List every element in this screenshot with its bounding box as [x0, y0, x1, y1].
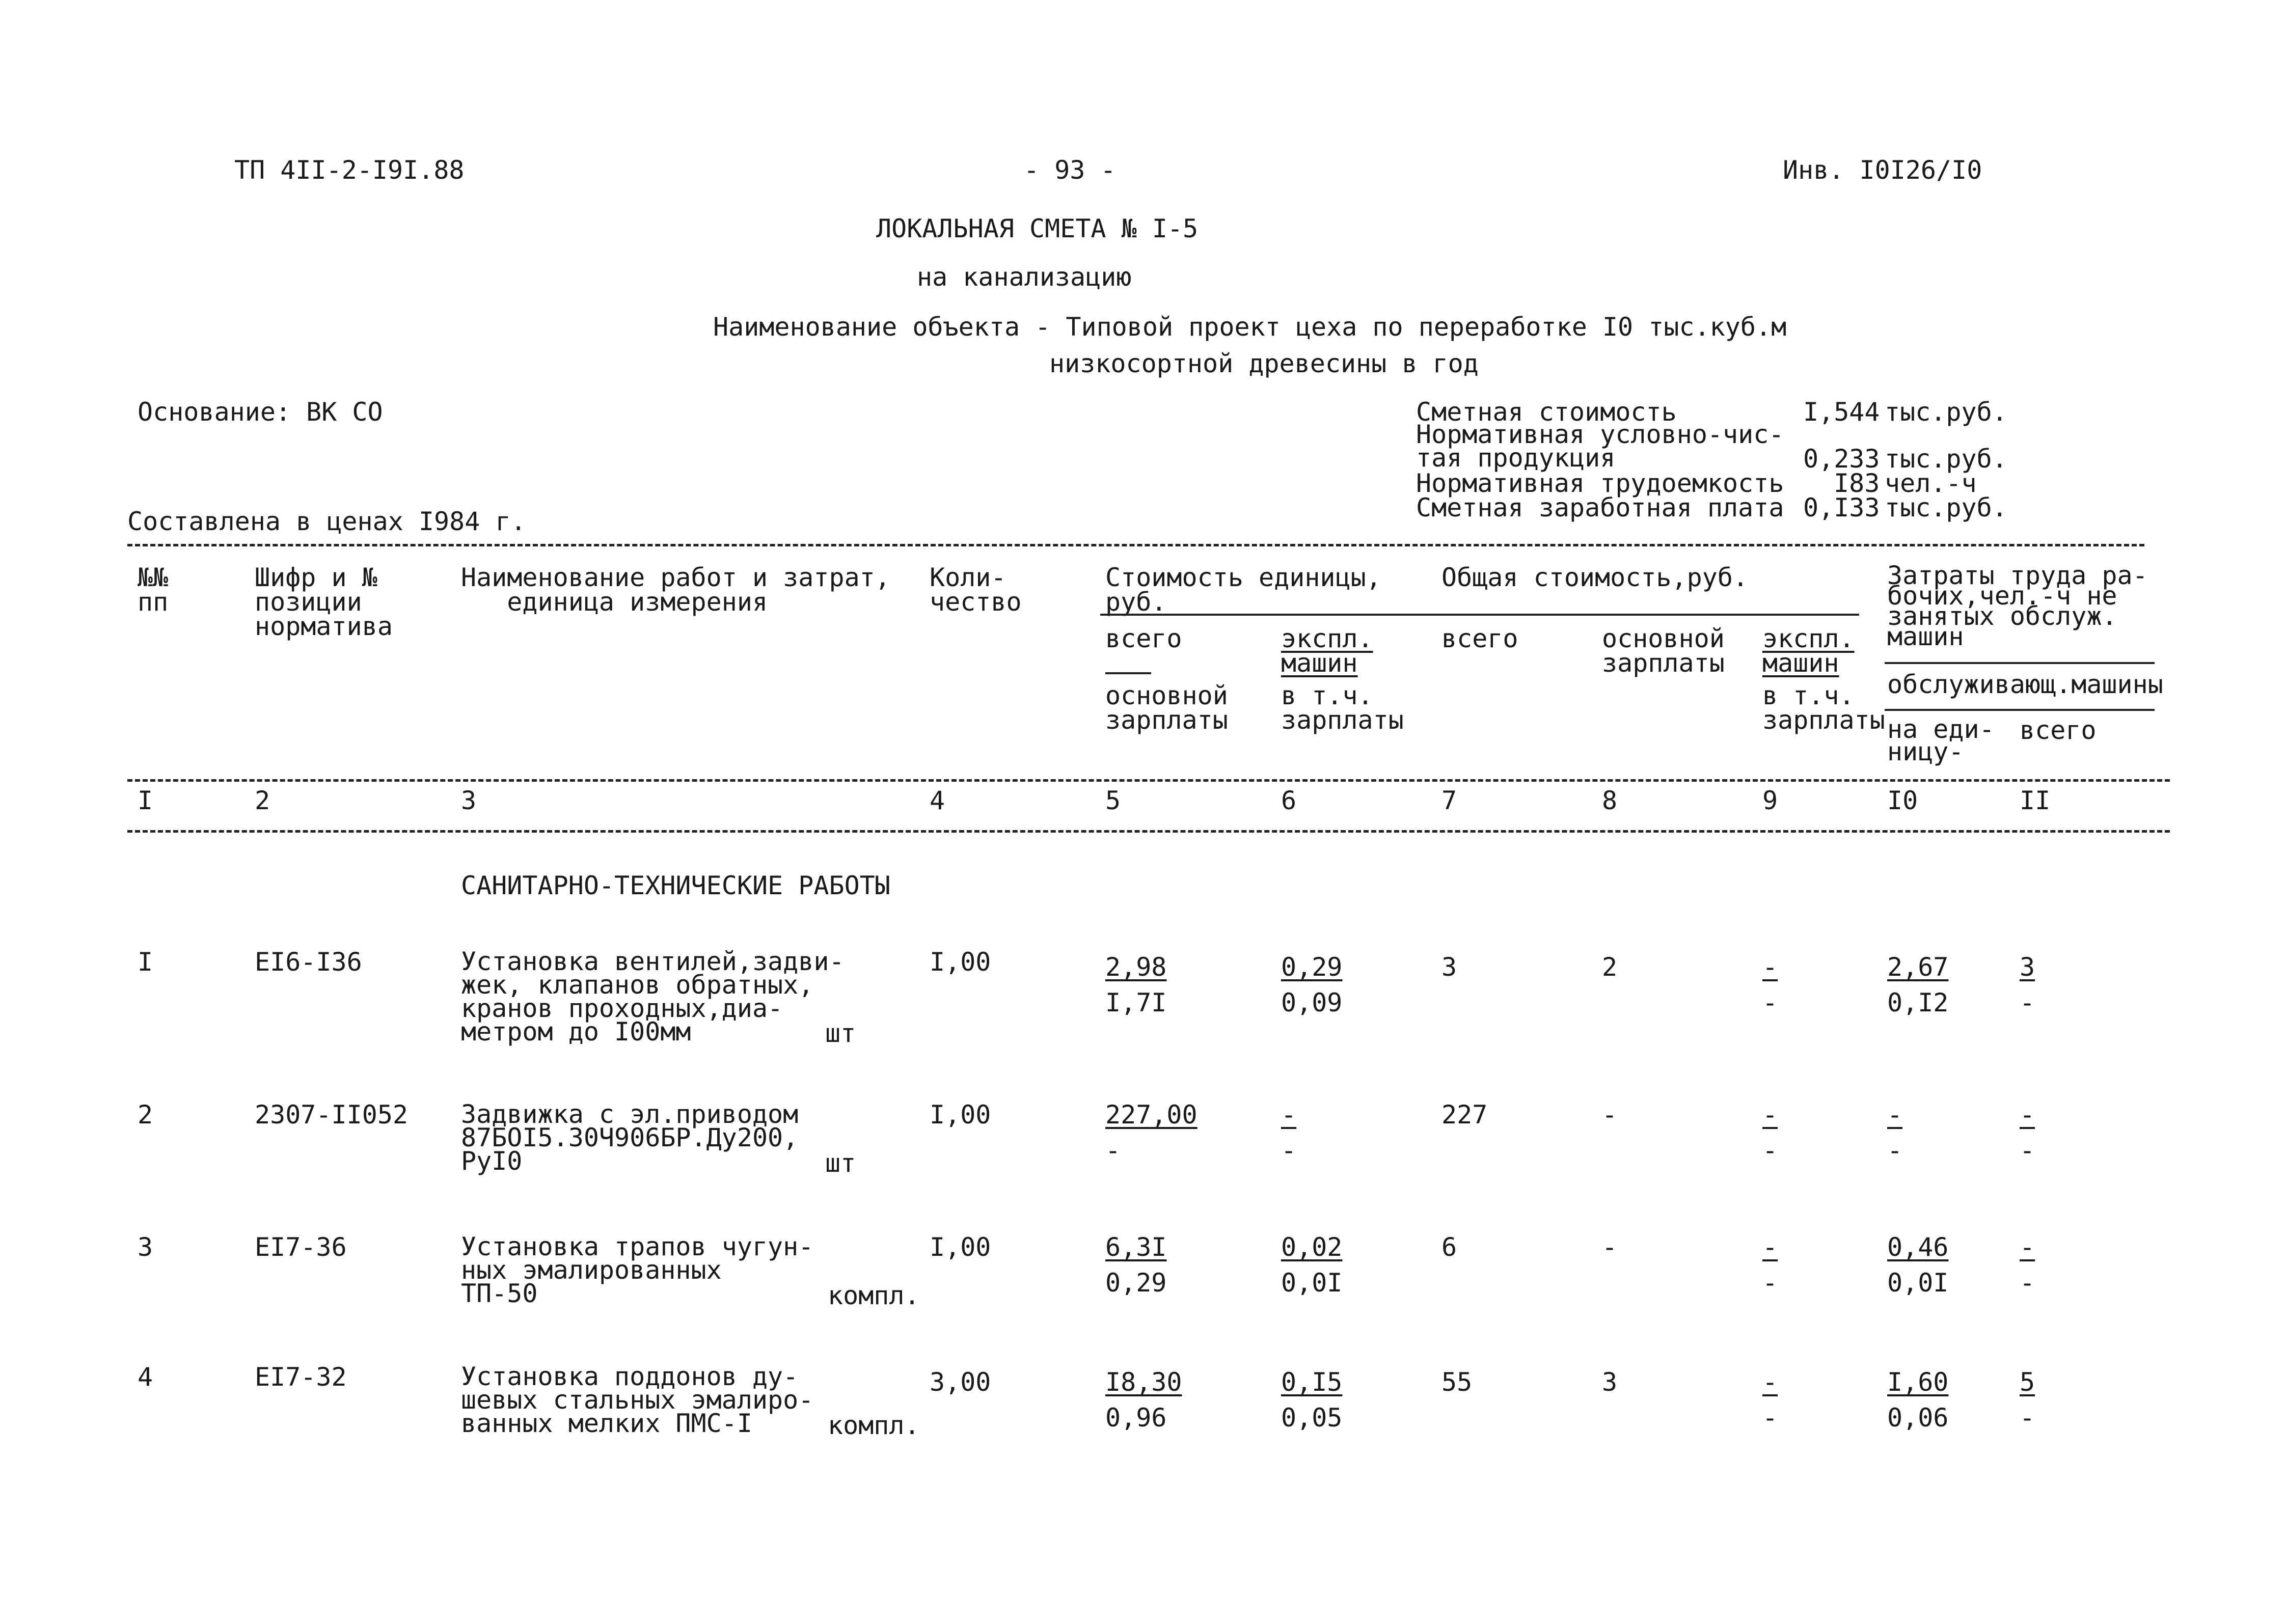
row-unit-machines-salary: 0,05	[1281, 1403, 1343, 1433]
column-number: 5	[1105, 786, 1121, 815]
section-title: САНИТАРНО-ТЕХНИЧЕСКИЕ РАБОТЫ	[461, 871, 890, 900]
column-numbers-bottom-rule	[127, 830, 2170, 833]
row-code: ЕI7-32	[255, 1362, 347, 1392]
header-labor-service-rule	[1885, 709, 2155, 711]
table-row	[0, 1099, 2286, 1204]
estimate-subtitle: на канализацию	[917, 262, 1132, 292]
header-unit-cost: Стоимость единицы, руб.	[1105, 563, 1381, 617]
row-unit: шт	[825, 1019, 856, 1048]
row-labor-total: 5	[2020, 1367, 2035, 1397]
row-quantity: 3,00	[930, 1367, 991, 1397]
row-quantity: I,00	[930, 1100, 991, 1130]
estimate-title: ЛОКАЛЬНАЯ СМЕТА № I-5	[876, 214, 1199, 243]
row-code: 2307-II052	[255, 1100, 409, 1130]
row-number: 3	[138, 1232, 153, 1262]
column-number: I0	[1887, 786, 1918, 815]
header-total-machines: экспл. машин	[1762, 624, 1855, 678]
row-labor-total: -	[2020, 1100, 2035, 1130]
row-total-machines-salary: -	[1762, 1403, 1778, 1433]
row-total-machines-salary: -	[1762, 988, 1778, 1017]
row-unit-cost-total: I8,30	[1105, 1367, 1182, 1397]
row-labor-service-per-unit: 0,06	[1887, 1403, 1949, 1433]
header-quantity: Коли- чество	[930, 563, 1022, 617]
summary-value: 0,I33	[1803, 493, 1880, 522]
header-total-incl-salary: в т.ч. зарплаты	[1762, 681, 1885, 735]
row-labor-service-total: -	[2020, 1136, 2035, 1165]
row-unit-cost-salary: 0,29	[1105, 1268, 1167, 1298]
price-level-label: Составлена в ценах I984 г.	[127, 507, 526, 536]
row-unit: компл.	[828, 1281, 920, 1310]
row-total-salary: -	[1602, 1232, 1618, 1262]
row-total-machines: -	[1762, 1367, 1778, 1397]
row-labor-service-per-unit: 0,I2	[1887, 988, 1949, 1017]
column-number: 6	[1281, 786, 1297, 815]
row-unit-machines-salary: 0,09	[1281, 988, 1343, 1017]
header-row-number: №№ пп	[138, 563, 169, 617]
row-number: 2	[138, 1100, 153, 1130]
column-number: 9	[1762, 786, 1778, 815]
row-unit-cost-total: 2,98	[1105, 952, 1167, 982]
column-numbers-top-rule	[127, 779, 2170, 782]
row-labor-service-per-unit: 0,0I	[1887, 1268, 1949, 1298]
row-number: 4	[138, 1362, 153, 1392]
row-labor-service-total: -	[2020, 1403, 2035, 1433]
row-unit: компл.	[828, 1411, 920, 1440]
row-unit-cost-salary: -	[1105, 1136, 1121, 1165]
row-total-cost: 55	[1441, 1367, 1473, 1397]
row-labor-per-unit: 0,46	[1887, 1232, 1949, 1262]
row-labor-total: 3	[2020, 952, 2035, 982]
row-unit-machines: 0,I5	[1281, 1367, 1343, 1397]
header-labor-service: обслуживающ.машины	[1887, 670, 2163, 699]
object-name: Наименование объекта - Типовой проект цеха по переработке I0 тыс.куб.м	[713, 312, 1787, 342]
table-top-rule	[127, 544, 2144, 546]
header-labor-total: всего	[2020, 715, 2097, 745]
row-unit-machines-salary: 0,0I	[1281, 1268, 1343, 1298]
column-number: II	[2020, 786, 2051, 815]
summary-label: Сметная заработная плата	[1416, 493, 1784, 522]
summary-value: 0,233	[1803, 444, 1880, 474]
column-number: 3	[461, 786, 477, 815]
object-name-continued: низкосортной древесины в год	[1049, 349, 1479, 378]
row-unit-machines: 0,02	[1281, 1232, 1343, 1262]
column-number: I	[138, 786, 153, 815]
row-total-cost: 6	[1441, 1232, 1457, 1262]
summary-unit: чел.-ч	[1885, 469, 1977, 498]
page-number: - 93 -	[1024, 155, 1116, 185]
row-unit-cost-salary: 0,96	[1105, 1403, 1167, 1433]
column-number: 2	[255, 786, 270, 815]
column-number: 8	[1602, 786, 1618, 815]
row-total-cost: 3	[1441, 952, 1457, 982]
table-row	[0, 947, 2286, 1082]
header-unit-machines: экспл. машин	[1281, 624, 1373, 678]
row-labor-service-total: -	[2020, 988, 2035, 1017]
header-unit-rule	[1105, 672, 1151, 674]
header-total-cost: Общая стоимость,руб.	[1441, 563, 1749, 592]
row-work-name: Установка трапов чугун- ных эмалированных ТП-50	[461, 1232, 814, 1308]
row-work-name: Установка поддонов ду- шевых стальных эмалиро- ванных мелких ПМС-I	[461, 1362, 814, 1438]
column-number: 4	[930, 786, 945, 815]
summary-label: Нормативная трудоемкость	[1416, 469, 1784, 498]
summary-label: Сметная стоимость	[1416, 397, 1677, 427]
row-labor-per-unit: -	[1887, 1100, 1903, 1130]
row-labor-service-total: -	[2020, 1268, 2035, 1298]
header-total-base-salary: основной зарплаты	[1602, 624, 1725, 678]
summary-value: I,544	[1803, 397, 1880, 427]
table-row	[0, 1232, 2286, 1337]
row-unit: шт	[825, 1148, 856, 1178]
header-code: Шифр и № позиции норматива	[255, 563, 393, 641]
summary-unit: тыс.руб.	[1885, 444, 2007, 474]
row-unit-cost-total: 6,3I	[1105, 1232, 1167, 1262]
summary-label: Нормативная условно-чис- тая продукция	[1416, 420, 1784, 473]
row-total-machines: -	[1762, 1232, 1778, 1262]
header-unit-incl-salary: в т.ч. зарплаты	[1281, 681, 1404, 735]
row-total-machines: -	[1762, 952, 1778, 982]
row-work-name: Задвижка с эл.приводом 87БОI5.30Ч906БР.Ду200, РуI0	[461, 1099, 799, 1176]
header-labor-per-unit: на еди- ницу-	[1887, 714, 1995, 766]
row-total-salary: -	[1602, 1100, 1618, 1130]
summary-value: I83	[1834, 469, 1880, 498]
row-number: I	[138, 947, 153, 977]
row-labor-service-per-unit: -	[1887, 1136, 1903, 1165]
table-row	[0, 1362, 2286, 1467]
row-labor-total: -	[2020, 1232, 2035, 1262]
row-quantity: I,00	[930, 947, 991, 977]
basis-label: Основание: ВК СО	[138, 397, 383, 427]
row-quantity: I,00	[930, 1232, 991, 1262]
row-total-machines-salary: -	[1762, 1268, 1778, 1298]
header-unit-base-salary: основной зарплаты	[1105, 681, 1228, 735]
row-unit-machines-salary: -	[1281, 1136, 1297, 1165]
document-code: ТП 4II-2-I9I.88	[234, 155, 465, 185]
row-unit-machines: 0,29	[1281, 952, 1343, 982]
header-total-total: всего	[1441, 624, 1518, 653]
row-unit-cost-total: 227,00	[1105, 1100, 1198, 1130]
header-work-name: Наименование работ и затрат, единица измерения	[461, 563, 890, 617]
row-total-machines: -	[1762, 1100, 1778, 1130]
row-unit-machines: -	[1281, 1100, 1297, 1130]
column-number: 7	[1441, 786, 1457, 815]
summary-unit: тыс.руб.	[1885, 493, 2007, 522]
row-work-name: Установка вентилей,задви- жек, клапанов обратных, кранов проходных,диа- метром до I00мм	[461, 947, 845, 1047]
row-code: ЕI7-36	[255, 1232, 347, 1262]
row-labor-per-unit: I,60	[1887, 1367, 1949, 1397]
header-unit-total: всего	[1105, 624, 1182, 653]
row-code: ЕI6-I36	[255, 947, 362, 977]
header-cost-rule	[1100, 614, 1859, 616]
row-total-machines-salary: -	[1762, 1136, 1778, 1165]
row-total-cost: 227	[1441, 1100, 1488, 1130]
inventory-number: Инв. I0I26/I0	[1783, 155, 1982, 185]
row-unit-cost-salary: I,7I	[1105, 988, 1167, 1017]
row-total-salary: 3	[1602, 1367, 1618, 1397]
row-labor-per-unit: 2,67	[1887, 952, 1949, 982]
header-labor: Затраты труда ра- бочих,чел.-ч не занятых обслуж. машин	[1887, 561, 2148, 651]
summary-unit: тыс.руб.	[1885, 397, 2007, 427]
row-total-salary: 2	[1602, 952, 1618, 982]
header-labor-rule	[1885, 662, 2155, 664]
